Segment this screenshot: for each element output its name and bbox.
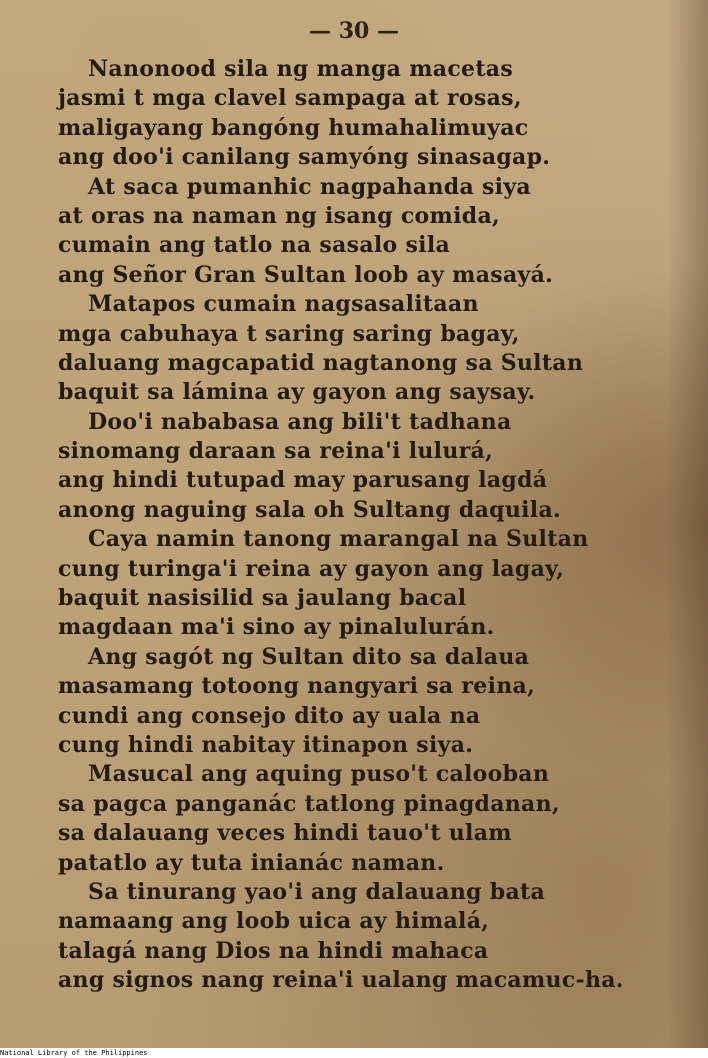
stanza <box>58 55 658 173</box>
verse-line: Caya namin tanong marangal na Sultan <box>88 526 589 553</box>
stanza <box>58 878 658 996</box>
verse-line: ang doo'i canilang samyóng sinasagap. <box>58 144 551 171</box>
verse-line: maligayang bangóng humahalimuyac <box>58 114 529 141</box>
verse-line: ang Señor Gran Sultan loob ay masayá. <box>58 261 554 288</box>
verse-line: magdaan ma'i sino ay pinalulurán. <box>58 614 495 641</box>
verse-line: daluang magcapatid nagtanong sa Sultan <box>58 349 584 376</box>
stanza <box>58 290 658 408</box>
stanza <box>58 643 658 761</box>
verse-line: Doo'i nababasa ang bili't tadhana <box>88 408 512 435</box>
verse-line: jasmi t mga clavel sampaga at rosas, <box>58 85 522 112</box>
stanza <box>58 173 658 291</box>
verse-line: Sa tinurang yao'i ang dalauang bata <box>88 878 546 905</box>
verse-line: baquit nasisilid sa jaulang bacal <box>58 585 467 612</box>
verse-line: sinomang daraan sa reina'i lulurá, <box>58 438 494 465</box>
verse-line: cumain ang tatlo na sasalo sila <box>58 232 451 259</box>
verse-line: cung turinga'i reina ay gayon ang lagay, <box>58 555 565 582</box>
verse-line: baquit sa lámina ay gayon ang saysay. <box>58 379 536 406</box>
verse-line: sa pagca panganác tatlong pinagdanan, <box>58 790 560 817</box>
page-number: — 30 — <box>309 18 399 44</box>
verse-line: Ang sagót ng Sultan dito sa dalaua <box>88 643 530 670</box>
verse-line: cung hindi nabitay itinapon siya. <box>58 731 474 758</box>
stanza <box>58 408 658 526</box>
verse-line: Masucal ang aquing puso't calooban <box>88 761 550 788</box>
verse-line: masamang totoong nangyari sa reina, <box>58 673 536 700</box>
stanza <box>58 525 658 643</box>
verse-line: cundi ang consejo dito ay uala na <box>58 702 481 729</box>
stanza <box>58 760 658 878</box>
verse-line: Matapos cumain nagsasalitaan <box>88 291 479 318</box>
verse-line: ang hindi tutupad may parusang lagdá <box>58 467 548 494</box>
library-credit: National Library of the Philippines <box>0 1049 148 1057</box>
verse-line: talagá nang Dios na hindi mahaca <box>58 937 489 964</box>
verse-line: patatlo ay tuta inianác naman. <box>58 849 445 876</box>
verse-line: mga cabuhaya t saring saring bagay, <box>58 320 520 347</box>
poem-body <box>58 55 658 996</box>
verse-line: ang signos nang reina'i ualang macamuc-ha. <box>58 967 624 994</box>
verse-line: sa dalauang veces hindi tauo't ulam <box>58 820 512 847</box>
verse-line: At saca pumanhic nagpahanda siya <box>88 173 531 200</box>
verse-line: anong naguing sala oh Sultang daquila. <box>58 496 561 523</box>
verse-line: Nanonood sila ng manga macetas <box>88 56 514 82</box>
verse-line: namaang ang loob uica ay himalá, <box>58 908 490 935</box>
verse-line: at oras na naman ng isang comida, <box>58 202 500 229</box>
